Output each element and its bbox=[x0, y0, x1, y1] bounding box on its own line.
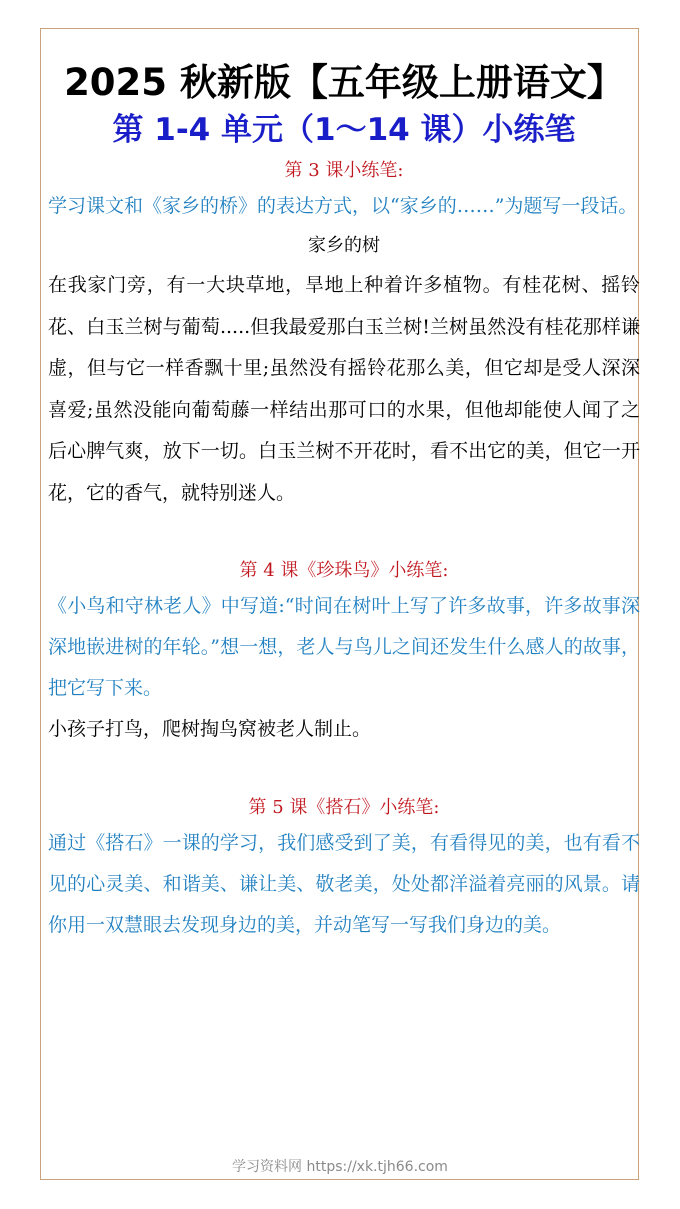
footer-website: 学习资料网 https://xk.tjh66.com bbox=[232, 1159, 448, 1175]
document-content bbox=[48, 58, 640, 946]
lesson-5-section bbox=[48, 793, 640, 946]
lesson-4-prompt: 《小鸟和守林老人》中写道:“时间在树叶上写了许多故事，许多故事深深地嵌进树的年轮。”想一想，老人与鸟儿之间还发生什么感人的故事，把它写下来。 bbox=[48, 595, 640, 699]
lesson-3-prompt: 学习课文和《家乡的桥》的表达方式，以“家乡的……”为题写一段话。 bbox=[48, 195, 638, 217]
main-title: 2025 秋新版【五年级上册语文】 bbox=[64, 61, 624, 104]
lesson-4-section bbox=[48, 556, 640, 751]
sub-title: 第 1-4 单元（1～14 课）小练笔 bbox=[112, 112, 576, 148]
lesson-3-heading: 第 3 课小练笔: bbox=[284, 160, 404, 181]
section-spacer bbox=[48, 751, 640, 793]
lesson-3-essay-body: 在我家门旁，有一大块草地，旱地上种着许多植物。有桂花树、摇铃花、白玉兰树与葡萄.....但我最爱那白玉兰树!兰树虽然没有桂花那样谦虚，但与它一样香飘十里;虽然没有摇铃花那么美，但它却是受人深深喜爱;虽然没能向葡萄藤一样结出那可口的水果，但他却能使人闻了之后心脾气爽，放下一切。白玉兰树不开花时，看不出它的美，但它一开花，它的香气，就特别迷人。 bbox=[48, 274, 640, 504]
lesson-5-prompt: 通过《搭石》一课的学习，我们感受到了美，有看得见的美，也有看不见的心灵美、和谐美、谦让美、敬老美，处处都洋溢着亮丽的风景。请你用一双慧眼去发现身边的美，并动笔写一写我们身边的美。 bbox=[48, 831, 640, 936]
lesson-3-section bbox=[48, 156, 640, 514]
lesson-5-heading: 第 5 课《搭石》小练笔: bbox=[248, 796, 440, 818]
lesson-4-heading: 第 4 课《珍珠鸟》小练笔: bbox=[239, 560, 449, 581]
section-spacer bbox=[48, 514, 640, 556]
lesson-4-essay-body: 小孩子打鸟，爬树掏鸟窝被老人制止。 bbox=[48, 718, 372, 740]
lesson-3-essay-title: 家乡的树 bbox=[308, 235, 380, 256]
